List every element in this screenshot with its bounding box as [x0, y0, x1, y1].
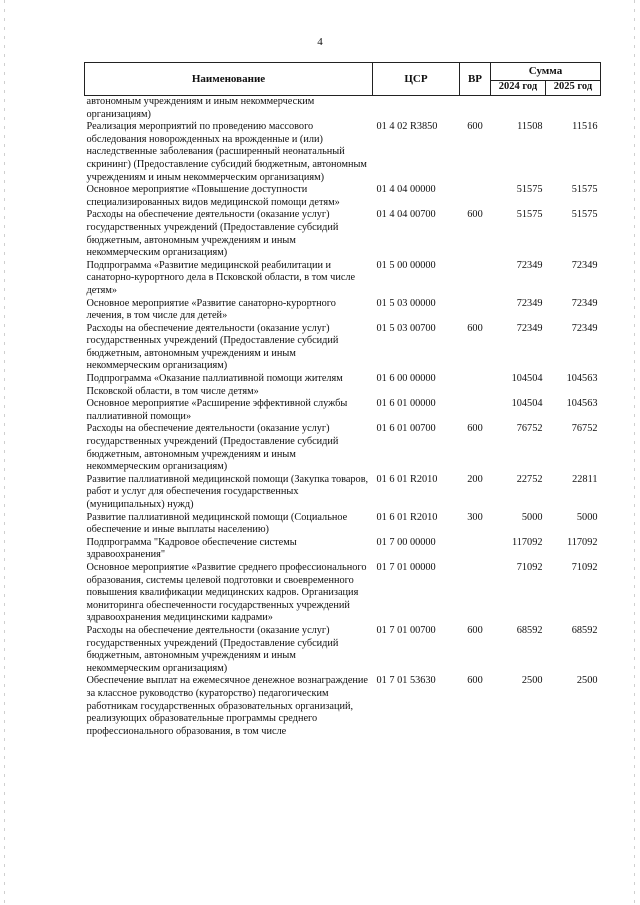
row-vr	[460, 298, 491, 323]
row-vr: 300	[467, 511, 483, 523]
row-sum-2025: 117092	[566, 536, 598, 548]
header-year-2025: 2025 год	[546, 80, 601, 95]
row-sum-2025: 2500	[576, 675, 598, 687]
row-vr: 600	[467, 624, 483, 636]
row-sum-2024	[491, 96, 546, 122]
row-vr: 600	[467, 121, 483, 133]
row-name: Подпрограмма «Оказание паллиативной помощи жителям Псковской области, в том числе детям»	[86, 373, 343, 397]
table-row	[85, 625, 601, 675]
row-csr: 01 6 01 R2010	[376, 511, 438, 523]
table-row	[85, 537, 601, 562]
row-csr: 01 7 01 00000	[376, 561, 436, 573]
table-header	[85, 63, 601, 96]
table-row	[85, 96, 601, 122]
row-sum-2025: 76752	[571, 423, 598, 435]
row-sum-2024: 5000	[521, 511, 543, 523]
row-name: Реализация мероприятий по проведению массового обследования новорожденных на врожденные и (или) наследственные заболевания (расширенный неонатальный скрининг) (Предоставление субсидий бюджетным, автономным учреждениям и иным некоммерческим организациям)	[86, 121, 367, 183]
row-vr	[460, 260, 491, 298]
row-sum-2024: 11508	[517, 121, 543, 133]
scan-edge-right	[634, 0, 635, 905]
row-csr	[373, 96, 460, 122]
row-csr: 01 4 04 00700	[376, 209, 436, 221]
page-number: 4	[317, 36, 323, 48]
table-row	[85, 512, 601, 537]
row-sum-2024: 68592	[516, 624, 543, 636]
row-sum-2024: 51575	[516, 209, 543, 221]
row-sum-2024: 72349	[516, 322, 543, 334]
row-csr: 01 5 00 00000	[376, 259, 436, 271]
row-vr: 600	[467, 423, 483, 435]
table-row	[85, 675, 601, 738]
row-vr: 600	[467, 209, 483, 221]
header-vr: ВР	[460, 63, 491, 96]
table-row	[85, 260, 601, 298]
row-sum-2025: 11516	[572, 121, 598, 133]
row-sum-2024: 72349	[516, 259, 543, 271]
row-sum-2024: 76752	[516, 423, 543, 435]
row-sum-2025: 71092	[571, 561, 598, 573]
row-name: Расходы на обеспечение деятельности (оказание услуг) государственных учреждений (Предоставление субсидий бюджетным, автономным учреждениям и иным некоммерческим организациям)	[86, 209, 339, 259]
row-name: Расходы на обеспечение деятельности (оказание услуг) государственных учреждений (Предоставление субсидий бюджетным, автономным учреждениям и иным некоммерческим организациям)	[86, 423, 339, 473]
row-vr: 200	[467, 473, 483, 485]
row-sum-2024: 104504	[511, 373, 543, 385]
table-row	[85, 298, 601, 323]
table-row	[85, 474, 601, 512]
row-name: Основное мероприятие «Развитие среднего профессионального образования, системы целевой подготовки и своевременного повышения квалификации медицинских кадров. Организация мониторинга обеспеченности государственных учреждений здравоохранения медицинскими кадрами»	[86, 561, 367, 624]
row-vr	[460, 184, 491, 209]
row-csr: 01 7 00 00000	[376, 536, 436, 548]
row-name: автономным учреждениям и иным некоммерческим организациям)	[86, 96, 315, 120]
row-sum-2025: 72349	[571, 259, 598, 271]
row-sum-2024: 104504	[511, 398, 543, 410]
table-row	[85, 323, 601, 373]
row-csr: 01 6 01 00000	[376, 398, 436, 410]
row-vr: 600	[467, 322, 483, 334]
header-sum: Сумма	[491, 63, 601, 81]
row-vr	[460, 537, 491, 562]
row-name: Подпрограмма «Развитие медицинской реабилитации и санаторно-курортного дела в Псковской области, в том числе детям»	[86, 259, 356, 296]
row-csr: 01 4 02 R3850	[376, 121, 438, 133]
row-name: Развитие паллиативной медицинской помощи (Закупка товаров, работ и услуг для обеспечения государственных (муниципальных) нужд)	[86, 473, 369, 510]
scan-edge-left	[4, 0, 5, 905]
row-csr: 01 7 01 53630	[376, 675, 436, 687]
row-sum-2025: 51575	[571, 184, 598, 196]
table-row	[85, 373, 601, 398]
row-vr	[460, 373, 491, 398]
row-name: Основное мероприятие «Развитие санаторно-курортного лечения, в том числе для детей»	[86, 297, 336, 322]
row-csr: 01 5 03 00000	[376, 297, 436, 309]
row-csr: 01 6 01 00700	[376, 423, 436, 435]
table-body	[85, 96, 601, 739]
header-year-2024: 2024 год	[491, 80, 546, 95]
row-name: Основное мероприятие «Повышение доступности специализированных видов медицинской помощи детям»	[86, 184, 340, 208]
row-vr	[460, 398, 491, 423]
table-row	[85, 209, 601, 259]
table-row	[85, 423, 601, 473]
table-row	[85, 184, 601, 209]
row-sum-2024: 22752	[516, 473, 543, 485]
header-csr: ЦСР	[373, 63, 460, 96]
row-csr: 01 6 01 R2010	[376, 473, 438, 485]
row-sum-2025: 104563	[566, 398, 598, 410]
table-row	[85, 562, 601, 625]
row-sum-2024: 117092	[511, 536, 543, 548]
row-vr	[460, 96, 491, 122]
row-sum-2025	[546, 96, 601, 122]
row-sum-2025: 5000	[576, 511, 598, 523]
row-name: Расходы на обеспечение деятельности (оказание услуг) государственных учреждений (Предоставление субсидий бюджетным, автономным учреждениям и иным некоммерческим организациям)	[86, 624, 339, 674]
row-vr: 600	[467, 675, 483, 687]
row-csr: 01 4 04 00000	[376, 184, 436, 196]
row-name: Обеспечение выплат на ежемесячное денежное вознаграждение за классное руководство (кураторство) педагогическим работникам государственных образовательных организаций, реализующих образовательные программы среднего профессионального образования, в том числе	[86, 675, 368, 737]
row-csr: 01 5 03 00700	[376, 322, 436, 334]
row-name: Расходы на обеспечение деятельности (оказание услуг) государственных учреждений (Предоставление субсидий бюджетным, автономным учреждениям и иным некоммерческим организациям)	[86, 322, 339, 372]
row-csr: 01 7 01 00700	[376, 624, 436, 636]
table-row	[85, 121, 601, 184]
row-name: Основное мероприятие «Расширение эффективной службы паллиативной помощи»	[86, 398, 348, 422]
row-sum-2025: 51575	[571, 209, 598, 221]
row-sum-2024: 51575	[516, 184, 543, 196]
row-sum-2024: 2500	[521, 675, 543, 687]
row-sum-2025: 72349	[571, 322, 598, 334]
row-vr	[460, 562, 491, 625]
row-sum-2025: 68592	[571, 624, 598, 636]
header-name: Наименование	[85, 63, 373, 96]
row-csr: 01 6 00 00000	[376, 373, 436, 385]
row-sum-2024: 72349	[516, 297, 543, 309]
row-sum-2025: 22811	[572, 473, 598, 485]
row-sum-2025: 72349	[571, 297, 598, 309]
row-name: Подпрограмма "Кадровое обеспечение системы здравоохранения"	[86, 536, 297, 561]
row-sum-2025: 104563	[566, 373, 598, 385]
budget-table	[84, 62, 601, 738]
table-row	[85, 398, 601, 423]
row-name: Развитие паллиативной медицинской помощи (Социальное обеспечение и иные выплаты населению)	[86, 511, 348, 536]
row-sum-2024: 71092	[516, 561, 543, 573]
